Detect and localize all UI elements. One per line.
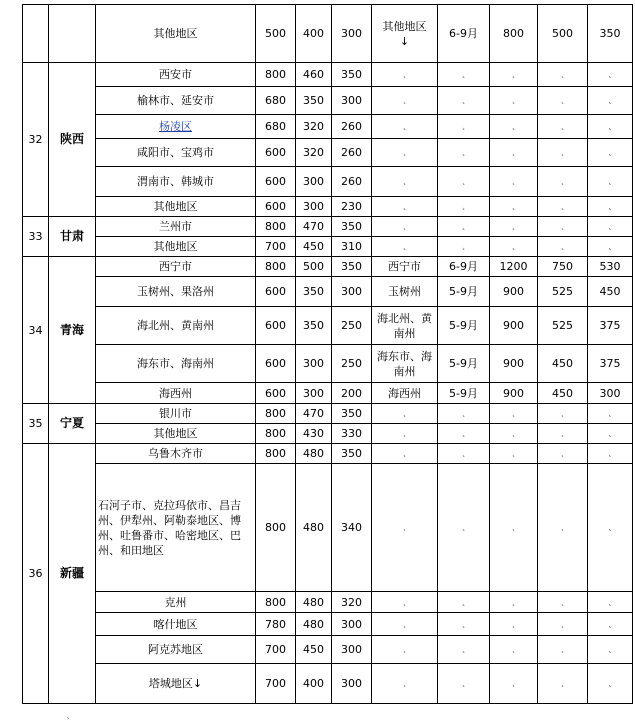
value-cell: 800 [256,592,296,613]
empty-cell: ˛ [538,636,588,664]
empty-cell: ˛ [372,444,438,464]
index-cell: 34 [23,257,49,404]
allowance-table [22,4,633,704]
empty-cell: ˛ [588,404,633,424]
empty-cell: ˛ [490,237,538,257]
value-cell: 300 [332,664,372,704]
value-cell: 430 [296,424,332,444]
value-cell: 900 [490,345,538,383]
table-row [23,277,633,307]
empty-cell: ˛ [588,613,633,636]
empty-cell: ˛ [438,664,490,704]
value-cell: 600 [256,197,296,217]
value-cell: 300 [296,197,332,217]
value-cell: 900 [490,277,538,307]
value-cell: 800 [256,217,296,237]
value-cell: 300 [332,5,372,63]
value-cell: 450 [296,237,332,257]
value-cell: 230 [332,197,372,217]
empty-cell: ˛ [372,115,438,139]
empty-cell: ˛ [588,592,633,613]
value-cell: 350 [332,404,372,424]
value-cell: 600 [256,383,296,404]
area-text: 塔城地区 [148,677,193,690]
empty-cell: ˛ [588,217,633,237]
province-cell: 青海 [49,257,96,404]
value-cell: 600 [256,277,296,307]
empty-cell: ˛ [372,197,438,217]
value-cell: 480 [296,444,332,464]
empty-cell: ˛ [588,424,633,444]
table-row [23,87,633,115]
empty-cell: ˛ [538,63,588,87]
empty-cell: ˛ [372,87,438,115]
area-cell: 其他地区 [96,5,256,63]
value-cell: 375 [588,345,633,383]
empty-cell: ˛ [438,115,490,139]
area-cell: 海西州 [96,383,256,404]
value-cell: 350 [588,5,633,63]
empty-cell: ˛ [372,592,438,613]
value-cell: 340 [332,464,372,592]
table-row [23,592,633,613]
empty-cell: ˛ [372,613,438,636]
empty-cell: ˛ [372,237,438,257]
empty-cell: ˛ [438,63,490,87]
value-cell: 300 [332,636,372,664]
area-cell: 阿克苏地区 [96,636,256,664]
value-cell: 300 [332,87,372,115]
period-cell: 5-9月 [438,383,490,404]
area-cell: 榆林市、延安市 [96,87,256,115]
empty-cell: ˛ [438,87,490,115]
value-cell: 260 [332,167,372,197]
empty-cell: ˛ [538,664,588,704]
empty-cell: ˛ [490,613,538,636]
empty-cell: ˛ [588,444,633,464]
paragraph-mark: ˛ [66,710,71,720]
area-cell: 乌鲁木齐市 [96,444,256,464]
area-cell: 其他地区 [96,424,256,444]
value-cell: 680 [256,87,296,115]
table-row [23,464,633,592]
value-cell: 680 [256,115,296,139]
empty-cell: ˛ [588,197,633,217]
value-cell: 600 [256,139,296,167]
period-cell: 5-9月 [438,307,490,345]
value-cell: 525 [538,307,588,345]
table-row [23,424,633,444]
empty-cell: ˛ [438,167,490,197]
empty-cell: ˛ [538,613,588,636]
value-cell: 1200 [490,257,538,277]
value-cell: 320 [332,592,372,613]
empty-cell: ˛ [538,217,588,237]
value-cell: 530 [588,257,633,277]
empty-cell: ˛ [588,464,633,592]
value-cell: 400 [296,5,332,63]
arrow-icon: ↓ [192,677,203,690]
value-cell: 600 [256,345,296,383]
table-row [23,444,633,464]
area2-cell: 西宁市 [372,257,438,277]
empty-cell: ˛ [490,139,538,167]
empty-cell: ˛ [372,404,438,424]
empty-cell: ˛ [490,636,538,664]
value-cell: 450 [538,345,588,383]
empty-cell: ˛ [538,87,588,115]
province-cell: 新疆 [49,444,96,704]
empty-cell: ˛ [490,404,538,424]
value-cell: 300 [588,383,633,404]
area2-text: 其他地区 [382,19,427,33]
empty-cell: ˛ [438,197,490,217]
table-row [23,237,633,257]
empty-cell: ˛ [490,444,538,464]
value-cell: 780 [256,613,296,636]
period-cell: 6-9月 [438,257,490,277]
value-cell: 800 [256,404,296,424]
table-row [23,257,633,277]
table-row [23,139,633,167]
value-cell: 800 [256,63,296,87]
empty-cell: ˛ [372,464,438,592]
empty-cell: ˛ [588,636,633,664]
arrow-icon: ↓ [399,34,410,48]
area-cell [96,664,256,704]
province-cell: 宁夏 [49,404,96,444]
empty-cell: ˛ [538,139,588,167]
area-cell: 渭南市、韩城市 [96,167,256,197]
empty-cell: ˛ [588,63,633,87]
table-row [23,404,633,424]
value-cell: 250 [332,307,372,345]
table-cell [49,5,96,63]
area2-cell: 海北州、黄南州 [372,307,438,345]
value-cell: 700 [256,664,296,704]
table-row [23,307,633,345]
value-cell: 500 [296,257,332,277]
empty-cell: ˛ [438,444,490,464]
area-cell: 喀什地区 [96,613,256,636]
empty-cell: ˛ [490,464,538,592]
period-cell: 5-9月 [438,277,490,307]
value-cell: 470 [296,404,332,424]
value-cell: 300 [332,277,372,307]
table-row [23,115,633,139]
empty-cell: ˛ [588,115,633,139]
empty-cell: ˛ [438,464,490,592]
table-row [23,167,633,197]
empty-cell: ˛ [490,592,538,613]
value-cell: 350 [332,217,372,237]
value-cell: 470 [296,217,332,237]
table-row [23,197,633,217]
value-cell: 200 [332,383,372,404]
index-cell: 36 [23,444,49,704]
area-cell: 兰州市 [96,217,256,237]
table-row [23,217,633,237]
value-cell: 700 [256,636,296,664]
value-cell: 250 [332,345,372,383]
value-cell: 500 [256,5,296,63]
value-cell: 480 [296,592,332,613]
value-cell: 480 [296,613,332,636]
empty-cell: ˛ [490,197,538,217]
period-cell: 5-9月 [438,345,490,383]
empty-cell: ˛ [538,404,588,424]
value-cell: 800 [256,464,296,592]
empty-cell: ˛ [438,404,490,424]
index-cell: 35 [23,404,49,444]
area-cell: 西安市 [96,63,256,87]
empty-cell: ˛ [372,217,438,237]
table-row [23,383,633,404]
value-cell: 320 [296,115,332,139]
empty-cell: ˛ [438,636,490,664]
value-cell: 525 [538,277,588,307]
index-cell: 32 [23,63,49,217]
area2-cell: 海西州 [372,383,438,404]
area-link[interactable]: 杨凌区 [159,120,192,133]
province-cell: 甘肃 [49,217,96,257]
empty-cell: ˛ [490,63,538,87]
value-cell: 400 [296,664,332,704]
value-cell: 600 [256,307,296,345]
value-cell: 700 [256,237,296,257]
area-cell [96,115,256,139]
empty-cell: ˛ [538,197,588,217]
table-row [23,63,633,87]
empty-cell: ˛ [438,139,490,167]
empty-cell: ˛ [372,63,438,87]
empty-cell: ˛ [438,592,490,613]
empty-cell: ˛ [438,613,490,636]
period-cell: 6-9月 [438,5,490,63]
area-cell: 克州 [96,592,256,613]
value-cell: 800 [256,257,296,277]
area-cell: 石河子市、克拉玛依市、昌吉州、伊犁州、阿勒泰地区、博州、吐鲁番市、哈密地区、巴州、和田地区 [96,464,256,592]
value-cell: 350 [332,444,372,464]
empty-cell: ˛ [438,237,490,257]
area2-cell: 海东市、海南州 [372,345,438,383]
area-cell: 玉树州、果洛州 [96,277,256,307]
value-cell: 450 [588,277,633,307]
area-cell: 海东市、海南州 [96,345,256,383]
value-cell: 900 [490,383,538,404]
value-cell: 300 [332,613,372,636]
value-cell: 350 [296,307,332,345]
area-cell: 其他地区 [96,237,256,257]
area2-cell: 玉树州 [372,277,438,307]
value-cell: 480 [296,464,332,592]
empty-cell: ˛ [490,115,538,139]
empty-cell: ˛ [538,444,588,464]
area-cell: 其他地区 [96,197,256,217]
value-cell: 300 [296,167,332,197]
empty-cell: ˛ [538,424,588,444]
table-row [23,636,633,664]
value-cell: 600 [256,167,296,197]
value-cell: 375 [588,307,633,345]
value-cell: 500 [538,5,588,63]
table-row [23,5,633,63]
value-cell: 350 [332,63,372,87]
value-cell: 260 [332,139,372,167]
area-cell: 银川市 [96,404,256,424]
province-cell: 陕西 [49,63,96,217]
empty-cell: ˛ [372,424,438,444]
area-cell: 咸阳市、宝鸡市 [96,139,256,167]
area-cell: 海北州、黄南州 [96,307,256,345]
area2-cell [372,5,438,63]
empty-cell: ˛ [588,87,633,115]
index-cell: 33 [23,217,49,257]
value-cell: 460 [296,63,332,87]
empty-cell: ˛ [438,217,490,237]
empty-cell: ˛ [438,424,490,444]
empty-cell: ˛ [372,167,438,197]
empty-cell: ˛ [538,592,588,613]
value-cell: 310 [332,237,372,257]
empty-cell: ˛ [538,167,588,197]
value-cell: 330 [332,424,372,444]
value-cell: 800 [256,424,296,444]
value-cell: 800 [490,5,538,63]
table-cell [23,5,49,63]
value-cell: 350 [296,277,332,307]
empty-cell: ˛ [588,664,633,704]
value-cell: 450 [296,636,332,664]
area-cell: 西宁市 [96,257,256,277]
empty-cell: ˛ [538,464,588,592]
value-cell: 800 [256,444,296,464]
value-cell: 350 [332,257,372,277]
empty-cell: ˛ [490,424,538,444]
value-cell: 300 [296,345,332,383]
empty-cell: ˛ [490,217,538,237]
empty-cell: ˛ [490,87,538,115]
empty-cell: ˛ [372,139,438,167]
empty-cell: ˛ [372,664,438,704]
empty-cell: ˛ [372,636,438,664]
table-row [23,613,633,636]
empty-cell: ˛ [490,167,538,197]
empty-cell: ˛ [588,237,633,257]
value-cell: 900 [490,307,538,345]
value-cell: 320 [296,139,332,167]
value-cell: 300 [296,383,332,404]
value-cell: 260 [332,115,372,139]
value-cell: 450 [538,383,588,404]
empty-cell: ˛ [538,237,588,257]
value-cell: 350 [296,87,332,115]
table-row [23,345,633,383]
empty-cell: ˛ [538,115,588,139]
empty-cell: ˛ [490,664,538,704]
value-cell: 750 [538,257,588,277]
empty-cell: ˛ [588,139,633,167]
empty-cell: ˛ [588,167,633,197]
table-row [23,664,633,704]
